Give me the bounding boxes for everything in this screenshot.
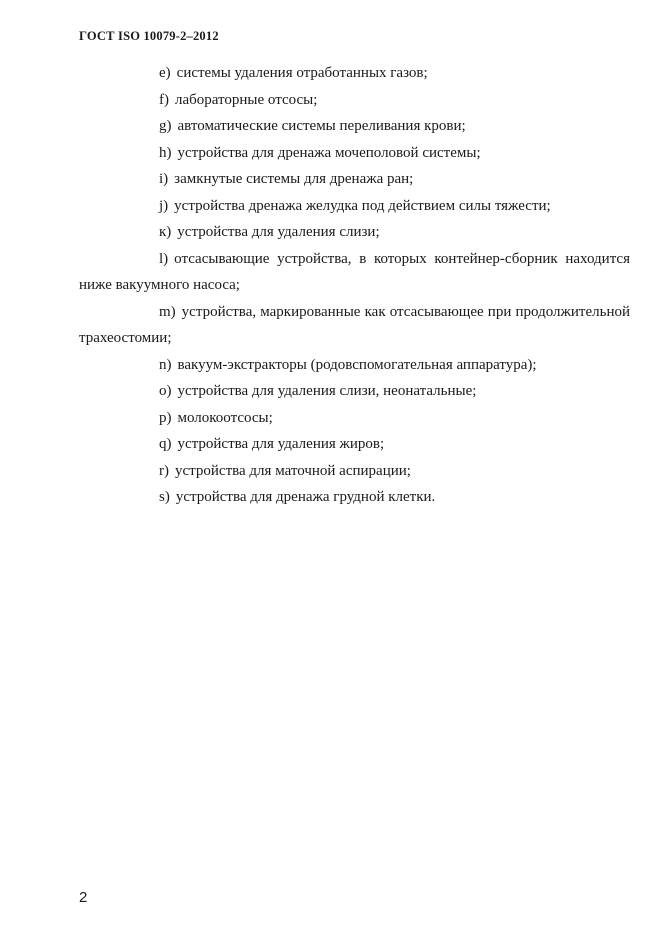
list-item	[79, 193, 630, 220]
item-text: лабораторные отсосы;	[175, 91, 318, 108]
item-marker: r)	[159, 462, 169, 479]
item-marker: h)	[159, 144, 172, 161]
list-item	[79, 140, 630, 167]
document-header: ГОСТ ISO 10079-2–2012	[79, 29, 219, 43]
item-text: устройства для дренажа мочеполовой системы;	[177, 144, 481, 161]
list-item	[79, 378, 630, 405]
item-text: вакуум-экстракторы (родовспомогательная аппаратура);	[177, 356, 537, 373]
item-marker: s)	[159, 489, 170, 505]
item-marker: n)	[159, 356, 172, 373]
item-text: устройства для маточной аспирации;	[175, 462, 411, 479]
item-marker: j)	[159, 197, 169, 214]
item-text: устройства, маркированные как отсасывающее при продолжительной трахеостомии;	[79, 303, 630, 346]
list-item	[79, 246, 630, 299]
item-marker: e)	[159, 65, 171, 81]
item-text: отсасывающие устройства, в которых контейнер-сборник находится ниже вакуумного насоса;	[79, 250, 630, 293]
item-text: замкнутые системы для дренажа ран;	[174, 171, 414, 187]
list-item	[79, 431, 630, 458]
list-item	[79, 219, 630, 246]
list-item	[79, 166, 630, 193]
item-marker: l)	[159, 250, 169, 267]
list-item	[79, 405, 630, 432]
item-marker: g)	[159, 118, 172, 134]
item-text: устройства для дренажа грудной клетки.	[175, 489, 436, 505]
item-text: устройства дренажа желудка под действием силы тяжести;	[174, 197, 551, 214]
item-marker: o)	[159, 383, 172, 399]
list-item	[79, 299, 630, 352]
item-text: молокоотсосы;	[177, 409, 273, 426]
list-item	[79, 484, 630, 511]
list-item	[79, 60, 630, 87]
list-item	[79, 113, 630, 140]
item-text: устройства для удаления слизи;	[177, 224, 380, 240]
list-item	[79, 458, 630, 485]
item-marker: q)	[159, 436, 172, 452]
item-marker: m)	[159, 303, 176, 320]
item-marker: к)	[159, 224, 172, 240]
item-text: автоматические системы переливания крови;	[177, 118, 466, 134]
list-item	[79, 352, 630, 379]
item-text: устройства для удаления жиров;	[177, 436, 385, 452]
item-text: устройства для удаления слизи, неонатальные;	[177, 383, 477, 399]
item-marker: f)	[159, 91, 169, 108]
item-text: системы удаления отработанных газов;	[176, 65, 428, 81]
list-item	[79, 87, 630, 114]
item-marker: i)	[159, 171, 169, 187]
item-list	[79, 60, 630, 511]
page-number: 2	[79, 889, 88, 906]
item-marker: p)	[159, 409, 172, 426]
